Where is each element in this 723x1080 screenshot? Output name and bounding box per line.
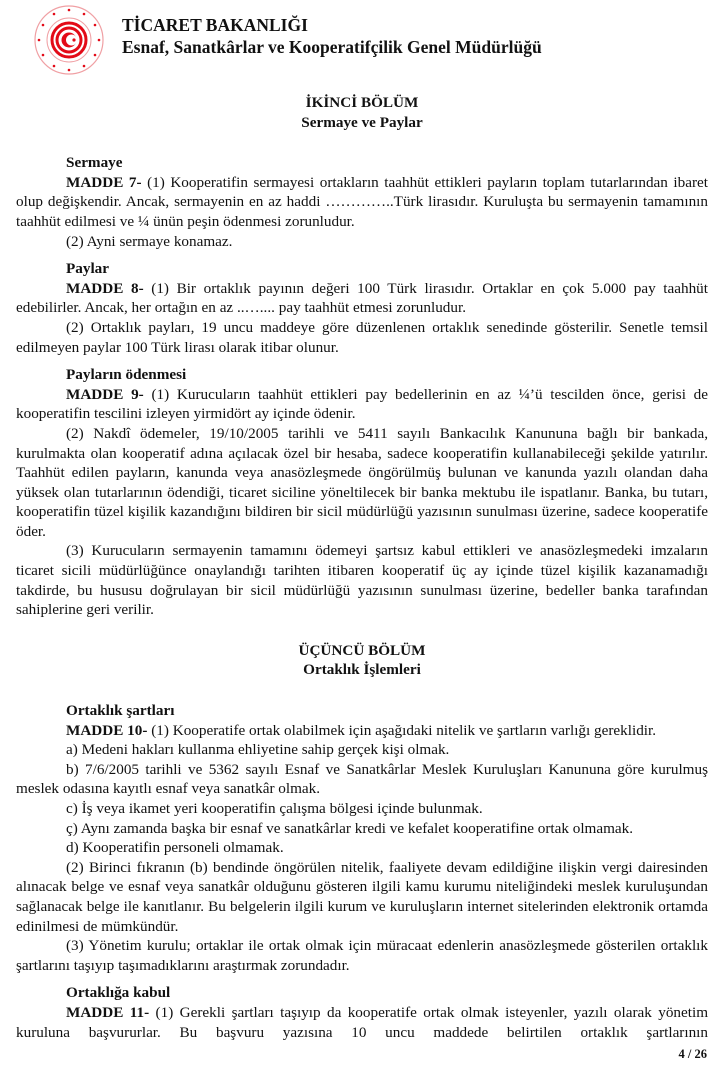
document-body	[16, 93, 708, 1042]
ticaret-bakanligi-seal-icon	[33, 4, 105, 76]
article-11-para-1: MADDE 11- (1) Gerekli şartları taşıyıp da kooperatife ortak olmak isteyenler, yazılı olarak yönetim kuruluna başvururlar. Bu başvuru yazısına 10 uncu maddede belirtilen ortaklık şartlarının	[16, 1003, 709, 1041]
section-part-2: İKİNCİ BÖLÜM	[305, 94, 419, 111]
article-10-para-2: (2) Birinci fıkranın (b) bendinde öngörülen nitelik, faaliyete devam edildiğine ilişkin vergi dairesinden alınacak belge ve esnaf veya sanatkâr olduğunu gösteren ilgili kamu kurumu niteliğindeki meslek kuruluşundan sağlanacak belge ile kanıtlanır. Bu belgelerin ilgili kurum ve kuruluşların internet sitelerinden elektronik ortamda edinilmesi de mümkündür.	[16, 858, 708, 935]
article-10-label: MADDE 10-	[66, 721, 148, 739]
article-7-para-1: MADDE 7- (1) Kooperatifin sermayesi ortakların taahhüt ettikleri payların toplam tutarlarından ibaret olup değişkendir. Ancak, sermayenin en az haddi …………..Türk lirasıdır. Kuruluşta bu sermayenin tamamının taahhüt edilmesi ve ¼ ünün peşin ödenmesi zorunludur.	[16, 173, 708, 230]
article-9-para-3: (3) Kurucuların sermayenin tamamını ödemeyi şartsız kabul ettikleri ve anasözleşmedeki imzaların ticaret sicili müdürlüğünce onaylandığı tarihten itibaren kooperatif üç ay içinde tüzel kişilik kazanamadığı takdirde, bu hususu doğrulayan bir sicil müdürlüğü yazısının sunulması üzerine, bedeller banka tarafından sahiplerine geri verilir.	[16, 542, 708, 619]
page-number: 4 / 26	[678, 1047, 707, 1061]
article-9-heading: Payların ödenmesi	[66, 366, 187, 384]
article-8-heading: Paylar	[66, 260, 110, 278]
article-10-item-c: c) İş veya ikamet yeri kooperatifin çalışma bölgesi içinde bulunmak.	[66, 800, 483, 817]
article-8-para-1: MADDE 8- (1) Bir ortaklık payının değeri 100 Türk lirasıdır. Ortaklar en çok 5.000 pay taahhüt edebilirler. Ancak, her ortağın en az ..….... pay taahhüt etmesi zorunludur.	[16, 279, 708, 317]
article-10-para-1: MADDE 10- (1) Kooperatife ortak olabilmek için aşağıdaki nitelik ve şartların varlığı gereklidir.	[66, 721, 657, 739]
section-title-3: Ortaklık İşlemleri	[303, 661, 421, 679]
ministry-seal-logo	[33, 4, 105, 76]
section-part-3: ÜÇÜNCÜ BÖLÜM	[298, 641, 426, 659]
article-8-label: MADDE 8-	[66, 279, 144, 297]
article-9-para-1: MADDE 9- (1) Kurucuların taahhüt ettikleri pay bedellerinin en az ¼’ü tescilden önce, gerisi de kooperatifin tescilini izleyen yirmidört ay içinde ödenir.	[16, 385, 708, 423]
article-11-label: MADDE 11-	[66, 1003, 150, 1021]
article-11-heading: Ortaklığa kabul	[66, 984, 171, 1002]
article-7-heading: Sermaye	[66, 154, 123, 172]
article-7-label: MADDE 7-	[66, 173, 142, 191]
article-10-item-a: a) Medeni hakları kullanma ehliyetine sahip gerçek kişi olmak.	[66, 741, 450, 759]
article-9-label: MADDE 9-	[66, 385, 144, 403]
article-8-para-2: (2) Ortaklık payları, 19 uncu maddeye göre düzenlenen ortaklık senedinde gösterilir. Senetle temsil edilmeyen paylar 100 Türk lirası olarak itibar olunur.	[16, 318, 708, 356]
ministry-name: TİCARET BAKANLIĞI	[122, 15, 308, 35]
article-7-para-2: (2) Ayni sermaye konamaz.	[66, 232, 233, 250]
article-10-item-d: d) Kooperatifin personeli olmamak.	[66, 839, 284, 857]
letterhead	[122, 14, 542, 58]
article-10-para-3: (3) Yönetim kurulu; ortaklar ile ortak olmak için müracaat edenlerin anasözleşmede gösterilen ortaklık şartlarını taşıyıp taşımadıklarını araştırmak zorundadır.	[16, 937, 708, 974]
article-9-para-2: (2) Nakdî ödemeler, 19/10/2005 tarihli ve 5411 sayılı Bankacılık Kanununa bağlı bir bankada, kurulmakta olan kooperatif adına açılacak özel bir hesaba, sadece kooperatifin kullanabileceği şekilde yatırılır. Taahhüt edilen payların, kanunda veya anasözleşmede öngörülmüş bulunan ve kanunda yazılı olandan daha yüksek olan tutarlarının ödendiği, ticaret siciline yöneltilecek bir banka mektubu ile ispatlanır. Banka, bu tutarı, kooperatifin tüzel kişilik kazandığını bildiren bir sicil müdürlüğü yazısının sunulması üzerine, sadece kooperatife öder.	[16, 424, 708, 540]
article-10-item-b: b) 7/6/2005 tarihli ve 5362 sayılı Esnaf ve Sanatkârlar Meslek Kuruluşları Kanununa göre kurulmuş meslek odasına kayıtlı esnaf veya sanatkâr olmak.	[16, 760, 708, 798]
section-title-2: Sermaye ve Paylar	[301, 113, 423, 131]
directorate-name: Esnaf, Sanatkârlar ve Kooperatifçilik Genel Müdürlüğü	[122, 37, 542, 57]
article-10-heading: Ortaklık şartları	[66, 702, 175, 720]
article-10-item-c-cedilla: ç) Aynı zamanda başka bir esnaf ve sanatkârlar kredi ve kefalet kooperatifine ortak olmamak.	[66, 819, 634, 837]
